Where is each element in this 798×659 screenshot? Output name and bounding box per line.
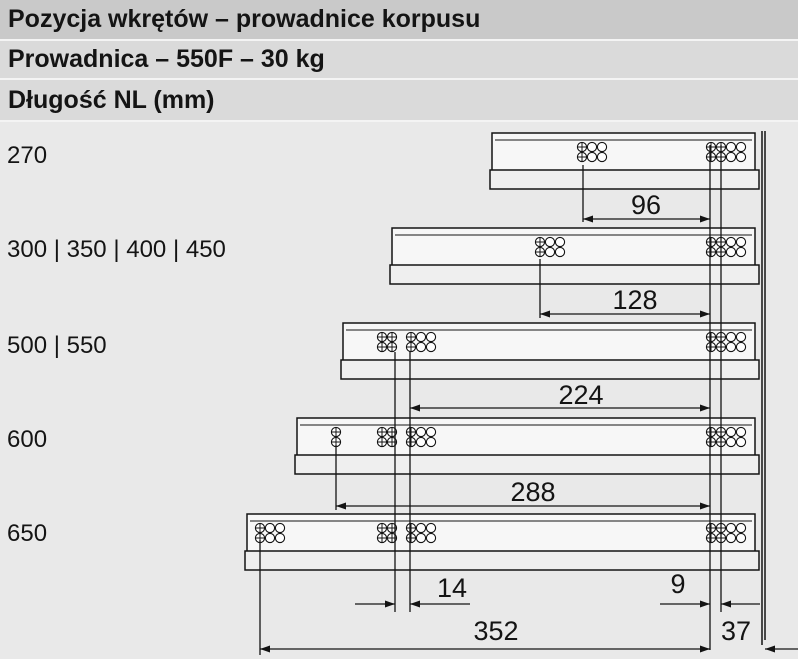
screw-hole [416, 437, 425, 446]
rail-base [490, 170, 759, 189]
screw-hole [726, 237, 735, 246]
page-title: Pozycja wkrętów – prowadnice korpusu [8, 5, 481, 33]
rail-4 [295, 418, 759, 474]
column-header: Długość NL (mm) [8, 85, 215, 114]
screw-hole [545, 247, 554, 256]
rail-body [343, 323, 755, 362]
row-label-4: 600 [7, 426, 48, 453]
hole-group [535, 237, 564, 256]
dimension-128: 128 [612, 285, 658, 315]
rail-body [297, 418, 755, 457]
rail-base [390, 265, 759, 284]
screw-hole [736, 437, 745, 446]
dimension-288: 288 [510, 477, 556, 507]
screw-hole [726, 142, 735, 151]
screw-hole [416, 342, 425, 351]
dimension-37: 37 [720, 616, 752, 646]
rail-base [295, 455, 759, 474]
row-label-3: 500 | 550 [7, 332, 107, 359]
screw-hole [545, 237, 554, 246]
screw-hole [736, 332, 745, 341]
screw-hole [736, 342, 745, 351]
rail-2 [390, 228, 759, 284]
screw-hole [265, 533, 274, 542]
row-label-1: 270 [7, 142, 48, 169]
screw-hole [726, 342, 735, 351]
screw-hole [736, 247, 745, 256]
screw-hole [555, 237, 564, 246]
screw-hole [416, 533, 425, 542]
rail-base [341, 360, 759, 379]
page-subtitle: Prowadnica – 550F – 30 kg [8, 45, 325, 73]
screw-hole [416, 523, 425, 532]
dimension-9: 9 [670, 569, 686, 599]
rail-5 [245, 514, 759, 570]
screw-hole [416, 332, 425, 341]
screw-hole [736, 152, 745, 161]
row-label-5: 650 [7, 520, 48, 547]
dimension-96: 96 [630, 190, 662, 220]
screw-hole [726, 247, 735, 256]
screw-hole [726, 332, 735, 341]
dimension-14: 14 [436, 573, 468, 603]
screw-hole [597, 152, 606, 161]
rail-3 [341, 323, 759, 379]
slide-rails [245, 133, 759, 570]
screw-hole [726, 523, 735, 532]
screw-hole [587, 152, 596, 161]
rail-body [392, 228, 755, 267]
screw-hole [597, 142, 606, 151]
dimension-352: 352 [473, 616, 519, 646]
screw-hole [726, 533, 735, 542]
screw-hole [275, 533, 284, 542]
row-label-2: 300 | 350 | 400 | 450 [7, 236, 226, 263]
screw-hole [736, 533, 745, 542]
screw-hole [726, 427, 735, 436]
screw-hole [736, 237, 745, 246]
screw-hole [426, 437, 435, 446]
screw-hole [736, 427, 745, 436]
screw-hole [555, 247, 564, 256]
screw-hole [587, 142, 596, 151]
screw-hole [736, 142, 745, 151]
screw-hole [275, 523, 284, 532]
screw-hole [426, 342, 435, 351]
hole-group [577, 142, 606, 161]
screw-hole [265, 523, 274, 532]
screw-hole [426, 533, 435, 542]
screw-hole [736, 523, 745, 532]
screw-hole [416, 427, 425, 436]
hole-group [406, 427, 435, 446]
screw-hole [426, 523, 435, 532]
cabinet-wall [762, 131, 765, 645]
dimension-224: 224 [558, 380, 604, 410]
hole-group [255, 523, 284, 542]
hole-group [406, 332, 435, 351]
hole-group [406, 523, 435, 542]
screw-hole [726, 152, 735, 161]
screw-hole [726, 437, 735, 446]
rail-body [492, 133, 755, 172]
rail-body [247, 514, 755, 553]
screw-hole [426, 332, 435, 341]
screw-hole [426, 427, 435, 436]
rail-base [245, 551, 759, 570]
reference-lines [260, 145, 721, 655]
